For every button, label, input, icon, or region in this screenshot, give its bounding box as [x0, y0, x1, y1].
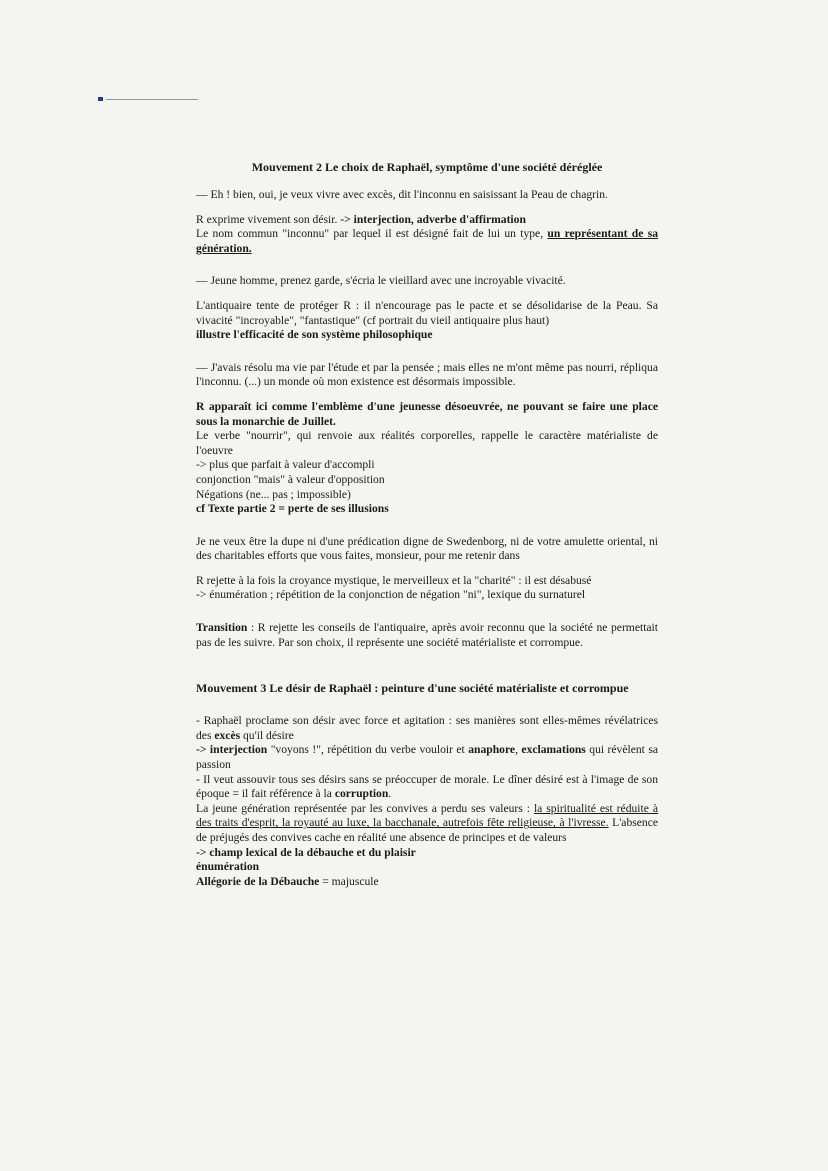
analysis-b1-bold: illustre l'efficacité de son système philosophique [196, 328, 433, 342]
analysis-e2-mid1: "voyons !", répétition du verbe vouloir et [267, 743, 469, 757]
analysis-e4 [196, 802, 658, 846]
analysis-e4-post: L'absence de préjugés des convives cache en réalité une absence de principes et de valeurs [196, 816, 658, 844]
scan-dot [98, 97, 103, 101]
analysis-e1 [196, 714, 658, 743]
analysis-e1-post: qu'il désire [240, 728, 294, 742]
analysis-c2: Le verbe "nourrir", qui renvoie aux réalités corporelles, rappelle le caractère matérialiste de l'oeuvre [196, 429, 658, 457]
analysis-c4: conjonction "mais" à valeur d'opposition [196, 472, 385, 486]
analysis-e1-text: - Raphaël proclame son désir avec force et agitation : ses manières sont elles-mêmes révélatrices des [196, 714, 658, 742]
analysis-c5: Négations (ne... pas ; impossible) [196, 487, 351, 501]
quote-3: — J'avais résolu ma vie par l'étude et par la pensée ; mais elles ne m'ont même pas nourri, répliqua l'inconnu. (...) un monde où mon existence est désormais impossible. [196, 360, 658, 389]
document-content [196, 160, 658, 889]
analysis-e2-mid2: , [515, 743, 522, 757]
mouvement2-title: Mouvement 2 Le choix de Raphaël, symptôme d'une société déréglée [251, 160, 603, 174]
analysis-e3-bold: corruption [334, 787, 389, 801]
analysis-a1-bold: -> interjection, adverbe d'affirmation [340, 212, 526, 226]
analysis-e4-text: La jeune génération représentée par les convives a perdu ses valeurs : [196, 801, 534, 815]
analysis-e3 [196, 773, 658, 802]
analysis-a1 [196, 213, 658, 228]
scan-mark [98, 97, 198, 100]
transition [196, 621, 658, 650]
analysis-e7-post: = majuscule [319, 874, 379, 888]
quote-4: Je ne veux être la dupe ni d'une prédication digne de Swedenborg, ni de votre amulette oriental, ni des charitables efforts que vous faites, monsieur, pour me retenir dans [196, 534, 658, 563]
analysis-c6: cf Texte partie 2 = perte de ses illusions [196, 502, 389, 516]
analysis-a2-underlined: un représentant de sa génération. [196, 227, 659, 255]
analysis-a2-text: Le nom commun "inconnu" par lequel il est désigné fait de lui un type, [196, 227, 548, 241]
analysis-e6: énumération [196, 860, 260, 874]
analysis-e2-bold2: anaphore [468, 743, 516, 757]
analysis-e2 [196, 743, 658, 772]
analysis-c1: R apparaît ici comme l'emblème d'une jeunesse désoeuvrée, ne pouvant se faire une place sous la monarchie de Juillet. [196, 399, 658, 428]
analysis-a2 [196, 227, 658, 256]
analysis-c3: -> plus que parfait à valeur d'accompli [196, 458, 375, 472]
transition-label: Transition [196, 621, 248, 635]
mouvement3-title: Mouvement 3 Le désir de Raphaël : peinture d'une société matérialiste et corrompue [196, 681, 629, 696]
analysis-e7 [196, 875, 658, 890]
analysis-e1-bold: excès [214, 728, 241, 742]
scan-line [106, 99, 198, 100]
analysis-e5: -> champ lexical de la débauche et du plaisir [196, 845, 416, 859]
analysis-e2-post: qui révèlent sa passion [196, 743, 658, 772]
analysis-d2: -> énumération ; répétition de la conjonction de négation "ni", lexique du surnaturel [196, 588, 586, 602]
quote-1: — Eh ! bien, oui, je veux vivre avec excès, dit l'inconnu en saisissant la Peau de chagrin. [196, 188, 608, 201]
analysis-e7-bold: Allégorie de la Débauche [196, 874, 320, 888]
analysis-b1: L'antiquaire tente de protéger R : il n'encourage pas le pacte et se désolidarise de la Peau. Sa vivacité "incroyable", "fantastique" (cf portrait du vieil antiquaire plus haut) [196, 298, 658, 327]
transition-text: : R rejette les conseils de l'antiquaire, après avoir reconnu que la société ne permettait pas de les suivre. Par son choix, il représente une société matérialiste et corrompue. [196, 621, 658, 649]
analysis-e2-bold1: -> interjection [196, 743, 268, 757]
analysis-a1-text: R exprime vivement son désir. [196, 212, 341, 226]
analysis-e3-post: . [388, 787, 392, 801]
analysis-e4-underlined: la spiritualité est réduite à des traits d'esprit, la royauté au luxe, la bacchanale, autrefois fête religieuse, à l'ivresse. [196, 801, 658, 830]
analysis-e3-text: - Il veut assouvir tous ses désirs sans se préoccuper de morale. Le dîner désiré est à l'image de son époque = il fait référence à la [196, 772, 658, 801]
analysis-e2-bold3: exclamations [521, 743, 586, 757]
quote-2: — Jeune homme, prenez garde, s'écria le vieillard avec une incroyable vivacité. [196, 274, 566, 288]
analysis-d1: R rejette à la fois la croyance mystique, le merveilleux et la "charité" : il est désabusé [196, 573, 592, 587]
